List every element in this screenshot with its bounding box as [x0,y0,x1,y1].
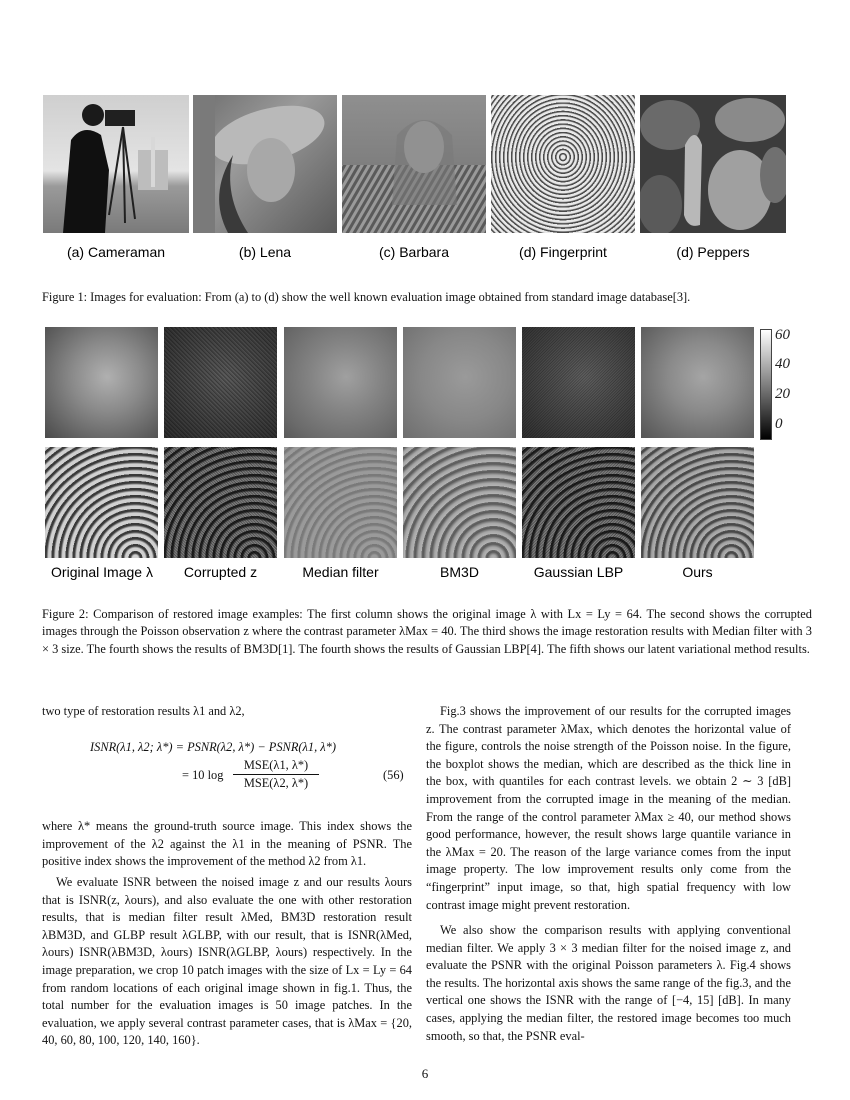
equation-line-1: ISNR(λ1, λ2; λ*) = PSNR(λ2, λ*) − PSNR(λ1, λ*) [90,740,336,754]
fingerprint-image [491,95,635,233]
figure-2-label-corrupted: Corrupted z [183,564,258,580]
equation-numerator: MSE(λ1, λ*) [233,758,319,775]
fingerprint-bm3d-patch [403,447,516,558]
face-median-patch [284,327,397,438]
colorbar-tick-40: 40 [775,356,790,372]
equation-number: (56) [383,768,404,782]
fingerprint-glbp-patch [522,447,635,558]
right-column-para-1 [426,703,791,914]
figure-2-caption: Figure 2: Comparison of restored image examples: The first column shows the original image λ with Lx = Ly = 64. The second shows the corrupted images through the Poisson observation z where the contrast parameter λMax = 40. The third shows the image restoration results with Median filter with 3 × 3 size. The fourth shows the results of BM3D[1]. The fourth shows the results of Gaussian LBP[4]. The fifth shows our latent variational method results. [42,607,812,656]
figure-1-label-b: (b) Lena [238,244,292,260]
figure-2-label-ours: Ours [682,564,713,580]
lena-image [193,95,337,233]
left-para-1-text: where λ* means the ground-truth source image. This index shows the improvement of the λ2 against the λ1 in the meaning of PSNR. The positive index shows the improvement of the method λ2 from λ1. [42,819,412,869]
right-para-2-text: We also show the comparison results with applying conventional median filter. We apply 3 × 3 median filter for the noised image z, and evaluate the PSNR with the original Poisson parameters λ. Fig.4 shows the results. The horizontal axis shows the same range of the fig.3, and the vertical one shows the ISNR with the range of [−4, 15] [dB]. In many cases, applying the median filter, the restored image becomes too much smooth, so that, the PSNR eval- [426,923,791,1043]
figure-1-label-e: (d) Peppers [676,244,750,260]
figure-2-label-original: Original Image λ [51,564,153,580]
fingerprint-median-patch [284,447,397,558]
fingerprint-original-patch [45,447,158,558]
fingerprint-ours-patch [641,447,754,558]
colorbar-tick-60: 60 [775,327,790,343]
right-column-para-2 [426,922,791,1045]
colorbar [760,329,772,440]
peppers-image [640,95,786,233]
colorbar-tick-0: 0 [775,416,783,432]
face-glbp-patch [522,327,635,438]
figure-1-label-a: (a) Cameraman [66,244,166,260]
equation-denominator: MSE(λ2, λ*) [243,776,309,790]
barbara-image [342,95,486,233]
figure-1-caption: Figure 1: Images for evaluation: From (a) to (d) show the well known evaluation image obtained from standard image database[3]. [42,290,691,304]
left-column-intro: two type of restoration results λ1 and λ2, [42,704,245,718]
equation-line-2-prefix: = 10 log [182,768,224,782]
figure-1-label-c: (c) Barbara [378,244,450,260]
equation-fraction [233,758,319,791]
left-column-para-1 [42,818,412,871]
figure-1-label-d: (d) Fingerprint [519,244,607,260]
page-number: 6 [421,1066,429,1081]
figure-2-label-bm3d: BM3D [440,564,479,580]
colorbar-tick-20: 20 [775,386,790,402]
figure-2-label-median: Median filter [302,564,379,580]
left-para-2-text: We evaluate ISNR between the noised image z and our results λours that is ISNR(z, λours), and also evaluate the one with other restoration results, that is median filter result λMed, BM3D restoration result λBM3D, and GLBP result λGLBP, with our result, that is ISNR(λMed, λours) ISNR(λBM3D, λours) ISNR(λGLBP, λours) respectively. In the image preparation, we crop 10 patch images with the size of Lx = Ly = 64 from random locations of each original image shown in fig.1. Thus, the total number for the evaluation images is 50 image patches. In the evaluation, we apply several contrast parameter cases, that is λMax = {20, 40, 60, 80, 100, 120, 140, 160}. [42,875,412,1048]
face-original-patch [45,327,158,438]
face-ours-patch [641,327,754,438]
face-corrupted-patch [164,327,277,438]
figure-2-label-glbp: Gaussian LBP [533,564,624,580]
fingerprint-corrupted-patch [164,447,277,558]
cameraman-image [43,95,189,233]
left-column-para-2 [42,874,412,1050]
face-bm3d-patch [403,327,516,438]
right-para-1-text: Fig.3 shows the improvement of our results for the corrupted images z. The contrast parameter λMax, which denotes the horizontal value of the figure, controls the noise strength of the Poisson noise. In the figure, the boxplot shows the median, which are described as the thick line in the box, with quantiles for each contrast levels. we obtain 2 ∼ 3 [dB] improvement from the corrupted image in the meaning of the median. From the range of the control parameter λMax ≥ 40, our method shows good performance, however, the result shows large quantile variance in the λMax = 20. The reason of the large variance comes from the input image property. The low improvement results only come from the “fingerprint” input image, so that, high spatial frequency with low contrast image might prevent restoration. [426,704,791,912]
